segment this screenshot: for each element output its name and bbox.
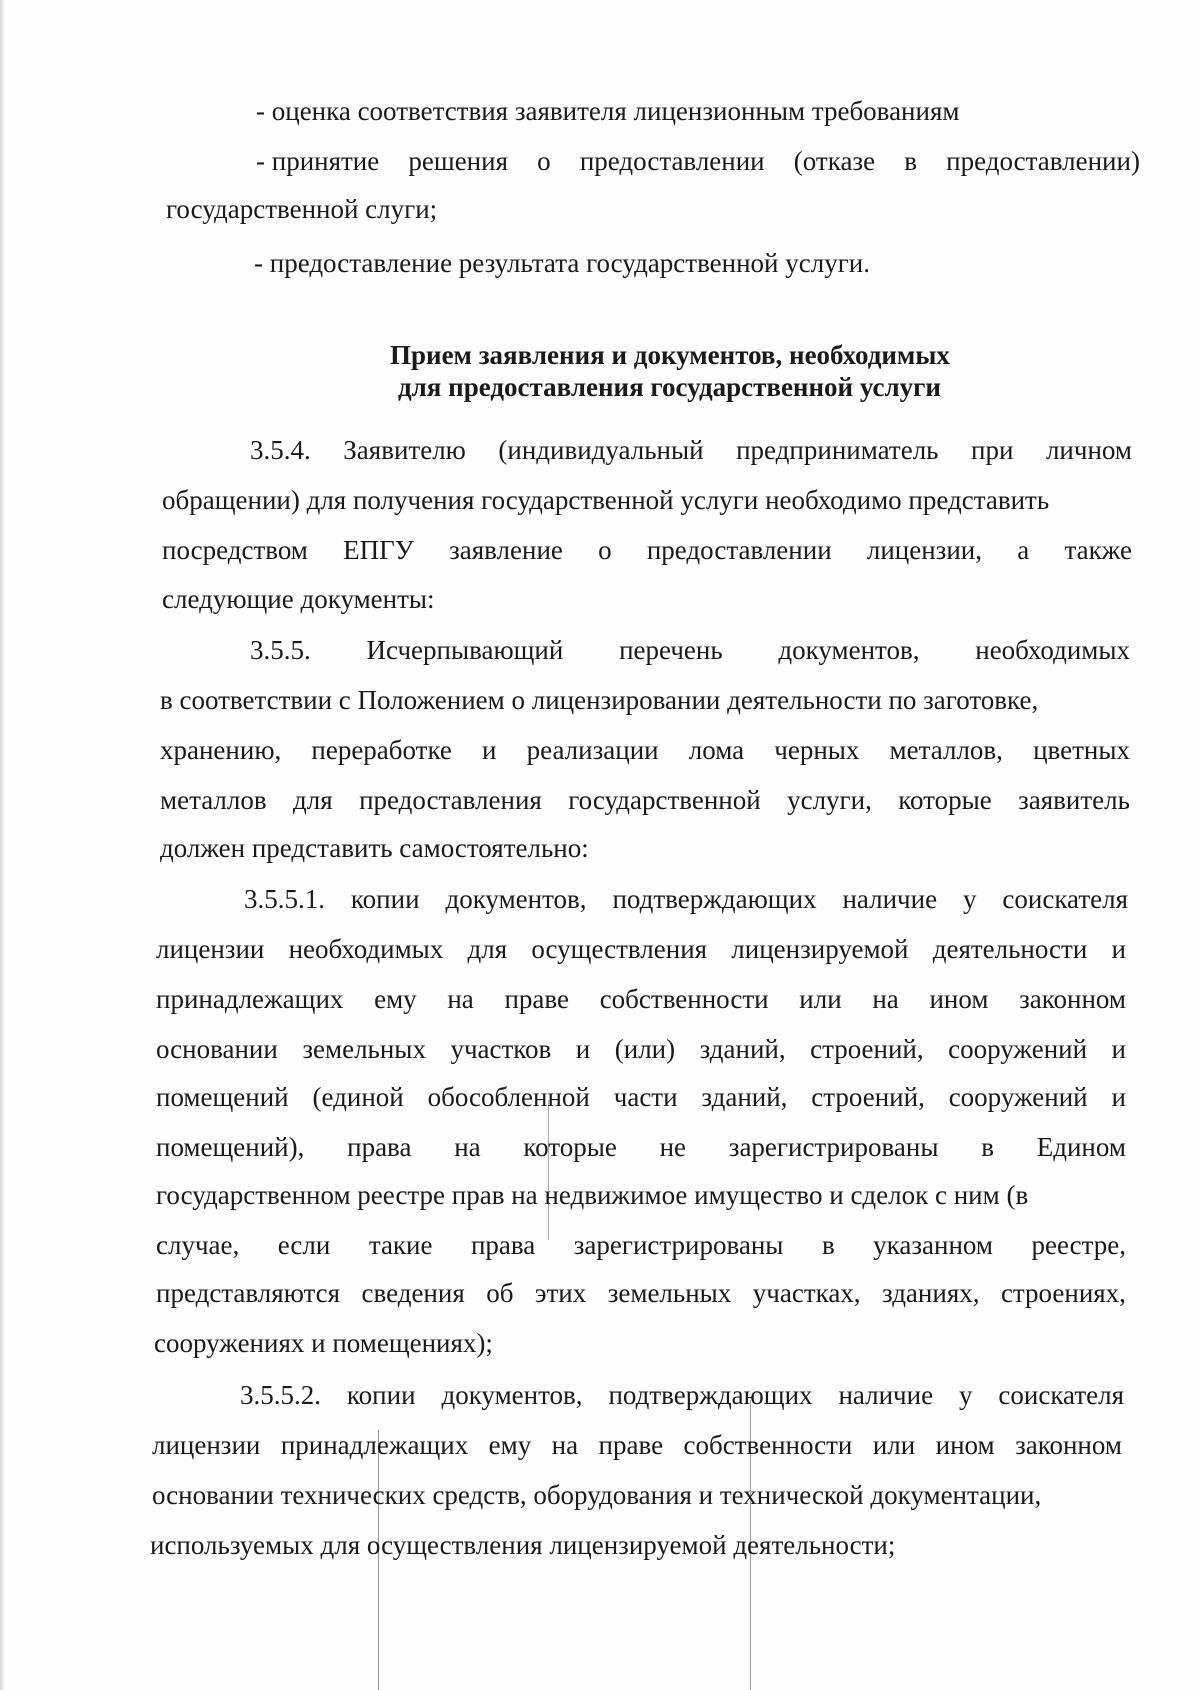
word: для	[467, 934, 508, 964]
word: если	[277, 1230, 331, 1260]
word: ином	[935, 1430, 995, 1460]
paragraph-3551-line8	[156, 1232, 1126, 1259]
word: документов,	[778, 635, 920, 665]
word: 3.5.4.	[250, 435, 311, 465]
word: зданиях,	[882, 1278, 980, 1308]
paragraph-3551-line5	[156, 1084, 1126, 1111]
paragraph-355-line5: должен представить самостоятельно:	[160, 833, 589, 863]
word: на	[551, 1430, 579, 1460]
paragraph-3551-line4	[156, 1036, 1126, 1063]
paragraph-3551-line7: государственном реестре прав на недвижимое имущество и сделок с ним (в	[156, 1180, 1029, 1210]
word: об	[486, 1278, 514, 1308]
word: зданий,	[701, 1082, 788, 1112]
word: праве	[598, 1430, 664, 1460]
word: подтверждающих	[612, 884, 817, 914]
paragraph-355-line4	[160, 787, 1130, 814]
word: металлов	[160, 785, 267, 815]
word: лицензии	[152, 1430, 261, 1460]
list-item-decision-line2: государственной слуги;	[166, 194, 438, 224]
word: Едином	[1036, 1132, 1126, 1162]
paragraph-3551-line10: сооружениях и помещениях);	[154, 1328, 493, 1358]
word: металлов,	[889, 735, 1003, 765]
word: посредством	[162, 535, 308, 565]
word: необходимых	[288, 934, 444, 964]
paragraph-354-line3	[162, 537, 1132, 564]
word: участков	[450, 1034, 552, 1064]
word: законном	[1019, 984, 1126, 1014]
word: документов,	[441, 1380, 583, 1410]
word: соискателя	[998, 1380, 1124, 1410]
word: лицензируемой	[731, 934, 909, 964]
word: лицензии	[156, 934, 265, 964]
paragraph-354-line4: следующие документы:	[162, 584, 435, 614]
word: черных	[774, 735, 860, 765]
paragraph-3552-line2	[152, 1432, 1122, 1459]
word: этих	[534, 1278, 587, 1308]
word: и	[1111, 1034, 1126, 1064]
word: лома	[688, 735, 745, 765]
word: строений,	[810, 1034, 924, 1064]
word: и	[575, 1034, 591, 1064]
paragraph-3551-line6	[156, 1134, 1126, 1161]
word: обособленной	[427, 1082, 590, 1112]
word: права	[470, 1230, 536, 1260]
word: строений,	[811, 1082, 925, 1112]
word: заявление	[449, 535, 563, 565]
word: наличие	[838, 1380, 934, 1410]
word: на	[454, 1132, 481, 1162]
word: осуществления	[531, 934, 708, 964]
word: предоставлении)	[946, 146, 1140, 176]
word: и	[482, 735, 497, 765]
word: и	[1111, 934, 1126, 964]
word: или	[872, 1430, 916, 1460]
paragraph-3551-line3	[156, 986, 1126, 1013]
word: заявитель	[1018, 785, 1130, 815]
word: Заявителю	[343, 435, 466, 465]
word: строениях,	[1000, 1278, 1126, 1308]
word: на	[872, 984, 899, 1014]
paragraph-3552-line4: используемых для осуществления лицензируемой деятельности;	[150, 1530, 896, 1560]
paragraph-355-line2: в соответствии с Положением о лицензировании деятельности по заготовке,	[160, 685, 1039, 715]
word: праве	[504, 984, 569, 1014]
word: помещений),	[156, 1132, 305, 1162]
word: услуги,	[787, 785, 872, 815]
word: переработке	[311, 735, 452, 765]
word: перечень	[619, 635, 723, 665]
word: ему	[488, 1430, 532, 1460]
word: (или)	[614, 1034, 676, 1064]
word: также	[1064, 535, 1132, 565]
paragraph-3552-line3: основании технических средств, оборудования и технической документации,	[152, 1480, 1042, 1510]
word: представляются	[156, 1278, 341, 1308]
word: личном	[1045, 435, 1132, 465]
paragraph-3552-line1	[240, 1382, 1124, 1409]
paragraph-354-line2: обращении) для получения государственной услуги необходимо представить	[162, 485, 1050, 515]
word: собственности	[599, 984, 769, 1014]
word: а	[1017, 535, 1030, 565]
word: государственной	[568, 785, 761, 815]
paragraph-3551-line2	[156, 936, 1126, 963]
word: цветных	[1033, 735, 1130, 765]
word: реестре,	[1031, 1230, 1126, 1260]
word: земельных	[607, 1278, 732, 1308]
word: не	[659, 1132, 687, 1162]
word: реализации	[526, 735, 659, 765]
word: копии	[346, 1380, 416, 1410]
word: земельных	[302, 1034, 426, 1064]
word: хранению,	[160, 735, 282, 765]
word: при	[971, 435, 1014, 465]
word: (единой	[312, 1082, 404, 1112]
list-item-result: - предоставление результата государственной услуги.	[254, 248, 870, 278]
word: о	[598, 535, 612, 565]
word: (индивидуальный	[498, 435, 704, 465]
word: принадлежащих	[156, 984, 344, 1014]
word: предоставлении	[646, 535, 832, 565]
paragraph-354-line1	[250, 437, 1132, 464]
word: и	[1111, 1082, 1126, 1112]
word: решения	[408, 146, 508, 176]
word: зарегистрированы	[728, 1132, 939, 1162]
word: подтверждающих	[608, 1380, 813, 1410]
word: 3.5.5.2.	[240, 1380, 321, 1410]
word: ему	[374, 984, 417, 1014]
word: случае,	[156, 1230, 240, 1260]
word: участках,	[752, 1278, 861, 1308]
word: предоставления	[359, 785, 542, 815]
scan-edge-shadow	[0, 0, 5, 1690]
word: на	[447, 984, 474, 1014]
word: собственности	[683, 1430, 853, 1460]
word: предприниматель	[736, 435, 939, 465]
word: законном	[1015, 1430, 1122, 1460]
paragraph-3551-line1	[244, 886, 1128, 913]
word: (отказе	[793, 146, 876, 176]
word: деятельности	[932, 934, 1088, 964]
word: о	[537, 146, 551, 176]
word: ЕПГУ	[343, 535, 414, 565]
word: предоставлении	[579, 146, 765, 176]
word: Исчерпывающий	[366, 635, 564, 665]
word: в	[981, 1132, 994, 1162]
word: соискателя	[1002, 884, 1128, 914]
word: лицензии,	[866, 535, 982, 565]
word: сведения	[361, 1278, 465, 1308]
section-heading-line1: Прием заявления и документов, необходимых	[390, 340, 950, 370]
scan-fold-line	[378, 1430, 379, 1690]
scan-fold-line	[548, 1100, 549, 1240]
paragraph-355-line1	[250, 637, 1130, 664]
word: ином	[929, 984, 989, 1014]
word: у	[962, 884, 977, 914]
word: части	[613, 1082, 678, 1112]
word: зданий,	[699, 1034, 786, 1064]
word: в	[821, 1230, 835, 1260]
word: в	[904, 146, 917, 176]
word: копии	[350, 884, 420, 914]
word: для	[293, 785, 333, 815]
word: сооружений	[948, 1034, 1088, 1064]
list-item-decision-line1	[256, 148, 1140, 175]
word: принадлежащих	[280, 1430, 469, 1460]
word: зарегистрированы	[573, 1230, 784, 1260]
word: у	[958, 1380, 973, 1410]
word: - принятие	[256, 146, 380, 176]
list-item-assessment: - оценка соответствия заявителя лицензионным требованиям	[256, 96, 960, 126]
word: или	[799, 984, 842, 1014]
word: сооружений	[948, 1082, 1088, 1112]
section-heading-line2: для предоставления государственной услуги	[398, 372, 941, 402]
paragraph-355-line3	[160, 737, 1130, 764]
word: которые	[523, 1132, 617, 1162]
word: основании	[156, 1034, 278, 1064]
paragraph-3551-line9	[156, 1280, 1126, 1307]
word: помещений	[156, 1082, 289, 1112]
word: которые	[898, 785, 992, 815]
word: наличие	[842, 884, 938, 914]
word: такие	[368, 1230, 433, 1260]
word: права	[347, 1132, 412, 1162]
word: необходимых	[975, 635, 1130, 665]
word: указанном	[873, 1230, 993, 1260]
word: 3.5.5.	[250, 635, 311, 665]
word: 3.5.5.1.	[244, 884, 325, 914]
word: документов,	[445, 884, 587, 914]
